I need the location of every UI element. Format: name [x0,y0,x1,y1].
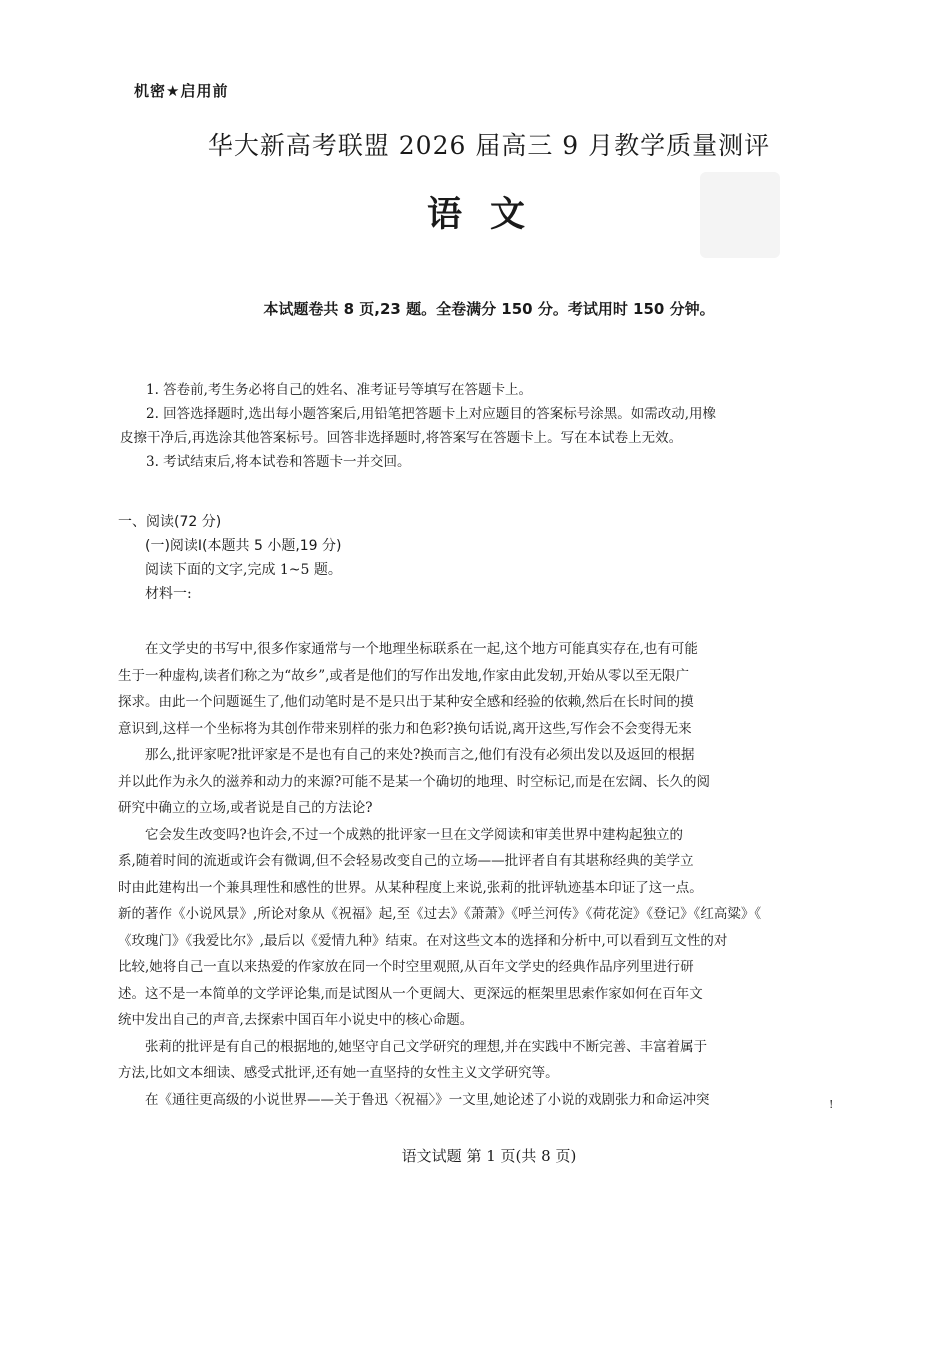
passage-line: 方法,比如文本细读、感受式批评,还有她一直坚持的女性主义文学研究等。 [118,1065,559,1081]
note-item: 1. 答卷前,考生务必将自己的姓名、准考证号等填写在答题卡上。 [146,382,532,398]
passage-line: 述。这不是一本简单的文学评论集,而是试图从一个更阔大、更深远的框架里思索作家如何在百年文 [118,985,703,1002]
passage-line: 《玫瑰门》《我爱比尔》,最后以《爱情九种》结束。在对这些文本的选择和分析中,可以看到互文性的对 [118,932,728,949]
note-item-continued: 皮擦干净后,再选涂其他答案标号。回答非选择题时,将答案写在答题卡上。写在本试卷上无效。 [120,430,683,446]
passage-line: 那么,批评家呢?批评家是不是也有自己的来处?换而言之,他们有没有必须出发以及返回的根据 [145,747,695,763]
passage-line: 在《通往更高级的小说世界——关于鲁迅〈祝福〉》一文里,她论述了小说的戏剧张力和命运冲突 [145,1091,710,1108]
section-instruction: 阅读下面的文字,完成 1~5 题。 [145,562,342,578]
passage-line: 意识到,这样一个坐标将为其创作带来别样的张力和色彩?换句话说,离开这些,写作会不会变得无来 [118,720,692,737]
reading-section [118,510,848,606]
passage-line: 并以此作为永久的滋养和动力的来源?可能不是某一个确切的地理、时空标记,而是在宏阔、长久的阅 [118,773,711,790]
exam-notes [120,378,846,474]
passage-line: 时由此建构出一个兼具理性和感性的世界。从某种程度上来说,张莉的批评轨迹基本印证了这一点。 [118,879,703,896]
passage-line: 它会发生改变吗?也许会,不过一个成熟的批评家一旦在文学阅读和审美世界中建构起独立的 [145,826,684,843]
exam-title: 华大新高考联盟 2026 届高三 9 月教学质量测评 [207,131,771,160]
section-subheading: (一)阅读Ⅰ(本题共 5 小题,19 分) [145,538,342,554]
passage-line: 新的著作《小说风景》,所论对象从《祝福》起,至《过去》《萧萧》《呼兰河传》《荷花淀》《登记》《红高粱》《 [118,906,762,922]
note-item: 2. 回答选择题时,选出每小题答案后,用铅笔把答题卡上对应题目的答案标号涂黑。如需改动,用橡 [146,406,717,422]
passage-line: 探求。由此一个问题诞生了,他们动笔时是不是只出于某种安全感和经验的依赖,然后在长时间的摸 [118,694,694,710]
reading-passage [118,636,838,1113]
passage-line: 比较,她将自己一直以来热爱的作家放在同一个时空里观照,从百年文学史的经典作品序列里进行研 [118,959,694,975]
material-label: 材料一: [145,586,192,602]
passage-line: 在文学史的书写中,很多作家通常与一个地理坐标联系在一起,这个地方可能真实存在,也有可能 [145,641,698,657]
section-heading: 一、阅读(72 分) [118,514,222,530]
page-footer: 语文试题 第 1 页(共 8 页) [401,1147,577,1165]
confidential-label: 机密★启用前 [134,82,229,100]
passage-line: 统中发出自己的声音,去探索中国百年小说史中的核心命题。 [118,1012,474,1028]
passage-line: 系,随着时间的流逝或许会有微调,但不会轻易改变自己的立场——批评者自有其堪称经典的美学立 [118,853,694,869]
note-item: 3. 考试结束后,将本试卷和答题卡一并交回。 [146,454,411,470]
subject-title: 语文 [426,194,553,235]
passage-line: 研究中确立的立场,或者说是自己的方法论? [118,800,373,816]
corner-mark: ! [829,1098,834,1111]
exam-info: 本试题卷共 8 页,23 题。全卷满分 150 分。考试用时 150 分钟。 [263,300,715,318]
passage-line: 生于一种虚构,读者们称之为“故乡”,或者是他们的写作出发地,作家由此发轫,开始从零以至无限广 [118,667,689,684]
passage-line: 张莉的批评是有自己的根据地的,她坚守自己文学研究的理想,并在实践中不断完善、丰富着属于 [145,1038,708,1055]
